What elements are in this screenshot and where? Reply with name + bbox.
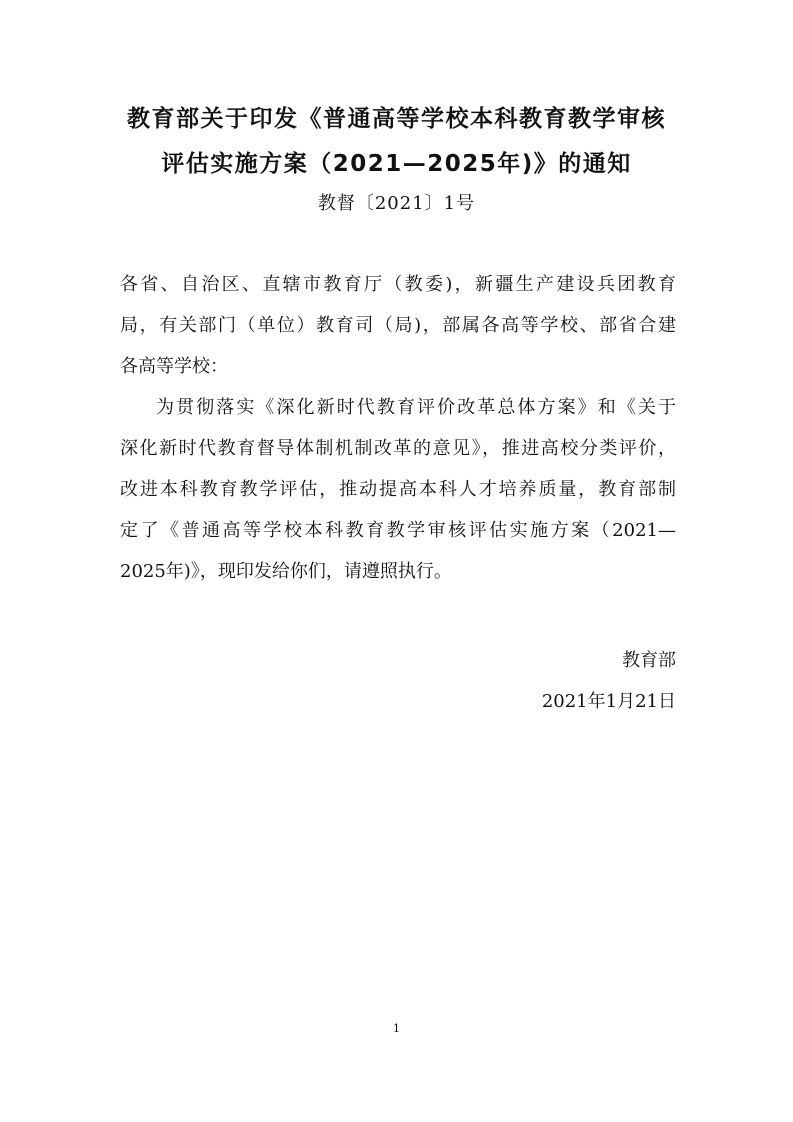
body-line-4: 定了《普通高等学校本科教育教学审核评估实施方案（2021— xyxy=(120,520,676,541)
page-number: 1 xyxy=(393,1022,400,1035)
signature-organization: 教育部 xyxy=(622,650,676,671)
document-number: 教督〔2021〕1号 xyxy=(317,193,476,214)
body-line-2: 深化新时代教育督导体制机制改革的意见》，推进高校分类评价， xyxy=(120,438,676,459)
body-line-3: 改进本科教育教学评估，推动提高本科人才培养质量，教育部制 xyxy=(120,479,676,500)
document-title-line-2: 评估实施方案（2021—2025年)》的通知 xyxy=(161,151,632,177)
document-title-line-1: 教育部关于印发《普通高等学校本科教育教学审核 xyxy=(127,106,666,132)
signature-date: 2021年1月21日 xyxy=(541,691,676,712)
body-line-5: 2025年)》，现印发给你们，请遵照执行。 xyxy=(120,561,452,582)
addressee-line-3: 各高等学校： xyxy=(120,356,228,377)
addressee-line-2: 局，有关部门（单位）教育司（局)，部属各高等学校、部省合建 xyxy=(120,315,676,336)
addressee-line-1: 各省、自治区、直辖市教育厅（教委)，新疆生产建设兵团教育 xyxy=(120,274,676,295)
body-line-1: 为贯彻落实《深化新时代教育评价改革总体方案》和《关于 xyxy=(156,397,676,418)
